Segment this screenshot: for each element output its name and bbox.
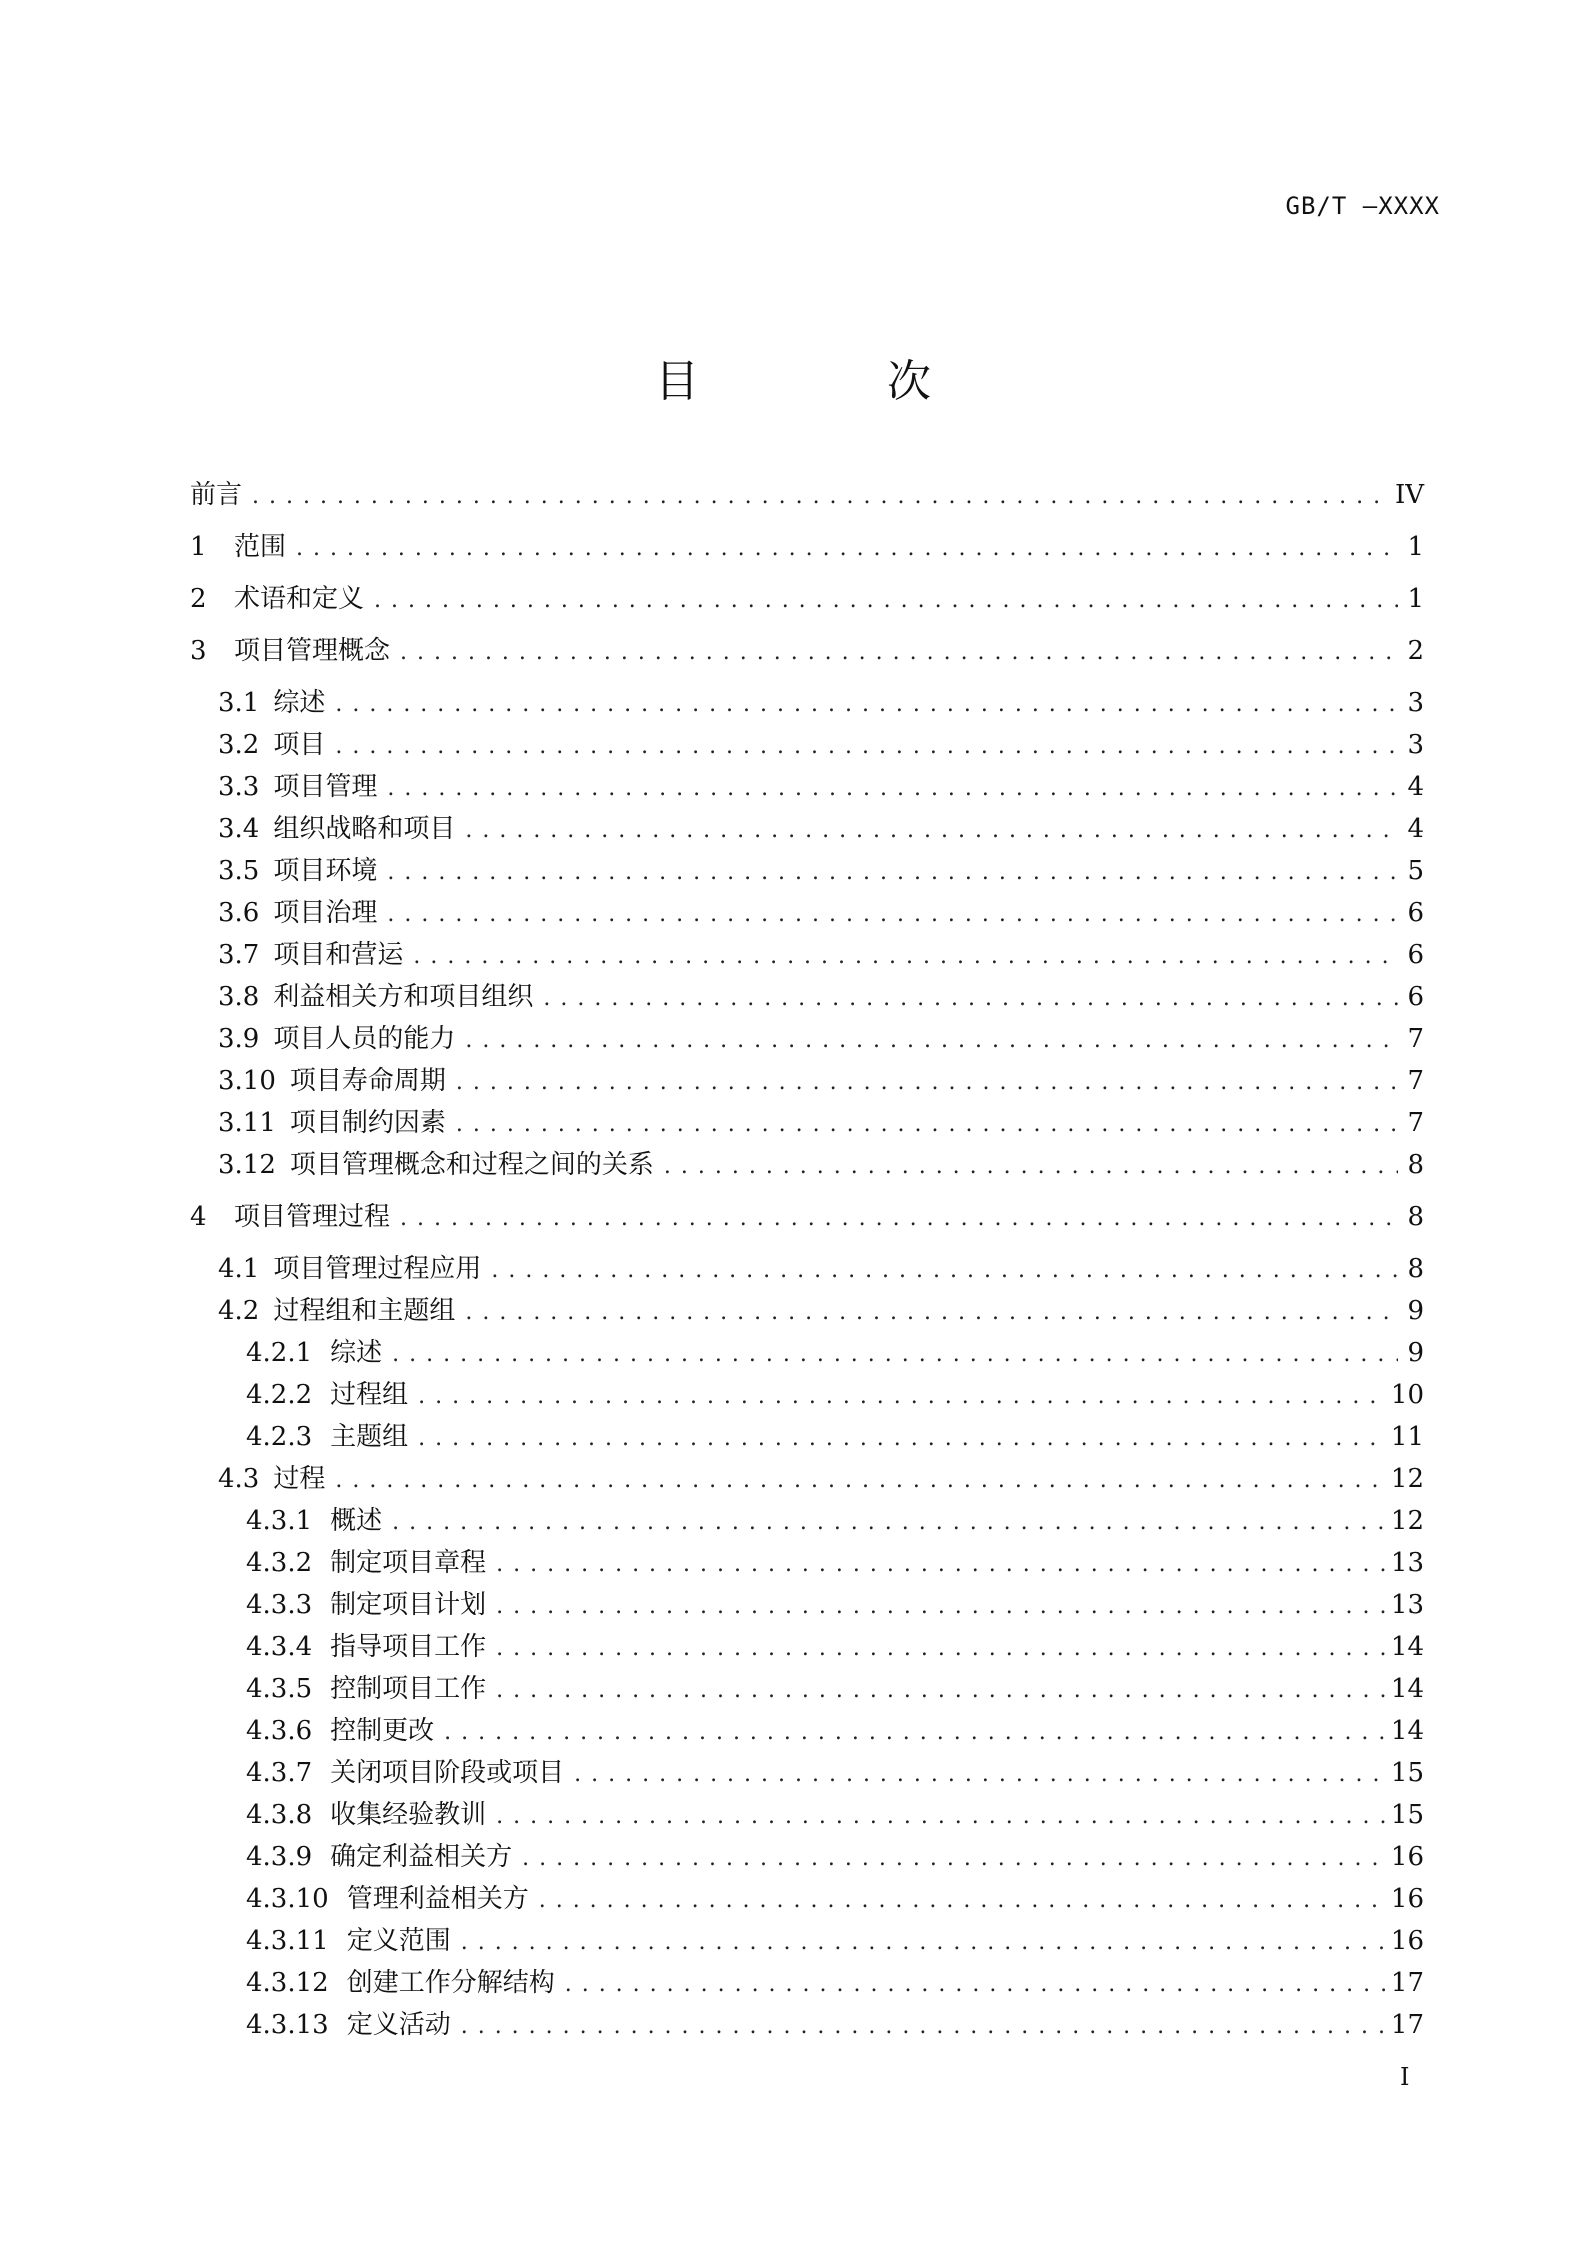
toc-entry-page: 14 xyxy=(1390,1716,1424,1746)
toc-entry-page: 6 xyxy=(1407,898,1424,928)
toc-entry-page: 4 xyxy=(1407,814,1424,844)
toc-entry-number: 4.1 xyxy=(218,1254,260,1284)
toc-entry-label: 组织战略和项目 xyxy=(273,814,456,844)
toc-entry-number: 4.2 xyxy=(218,1296,260,1326)
dot-leader xyxy=(465,818,1398,843)
toc-entry[interactable] xyxy=(190,578,1424,620)
toc-entry-number: 3.5 xyxy=(218,856,260,886)
dot-leader xyxy=(664,1154,1398,1179)
toc-entry-number: 4.2.1 xyxy=(246,1338,313,1368)
toc-entry-number: 4.3.11 xyxy=(246,1926,329,1956)
toc-entry-label: 控制项目工作 xyxy=(330,1674,487,1704)
toc-entry-label: 过程组 xyxy=(330,1380,409,1410)
toc-entry-number: 3.12 xyxy=(218,1150,276,1180)
toc-entry-page: 17 xyxy=(1390,1968,1424,1998)
dot-leader xyxy=(335,734,1398,759)
toc-entry-page: 12 xyxy=(1390,1506,1424,1536)
dot-leader xyxy=(335,692,1398,717)
toc-entry-label: 关闭项目阶段或项目 xyxy=(330,1758,565,1788)
dot-leader xyxy=(252,484,1389,509)
toc-entry-label: 术语和定义 xyxy=(234,584,365,614)
toc-entry-page: 5 xyxy=(1407,856,1424,886)
toc-entry-label: 综述 xyxy=(273,688,326,718)
toc-entry-page: 16 xyxy=(1390,1842,1424,1872)
table-of-contents xyxy=(190,474,1424,2046)
dot-leader xyxy=(400,640,1398,665)
toc-entry-page: 17 xyxy=(1390,2010,1424,2040)
toc-entry-page: 1 xyxy=(1407,584,1424,614)
toc-entry-number: 4.3.2 xyxy=(246,1548,313,1578)
toc-entry-page: 1 xyxy=(1407,532,1424,562)
toc-entry-page: 13 xyxy=(1390,1590,1424,1620)
dot-leader xyxy=(387,860,1398,885)
dot-leader xyxy=(465,1300,1398,1325)
toc-entry-number: 4.2.2 xyxy=(246,1380,313,1410)
toc-entry[interactable] xyxy=(190,1290,1424,1332)
toc-entry-number: 4.3.4 xyxy=(246,1632,313,1662)
dot-leader xyxy=(387,776,1398,801)
toc-entry-number: 4.3.1 xyxy=(246,1506,313,1536)
toc-entry[interactable] xyxy=(190,1920,1424,1962)
dot-leader xyxy=(543,986,1398,1011)
toc-entry-number: 4 xyxy=(190,1202,207,1232)
toc-entry-label: 利益相关方和项目组织 xyxy=(273,982,534,1012)
toc-entry-label: 项目寿命周期 xyxy=(289,1066,446,1096)
dot-leader xyxy=(461,1930,1385,1955)
dot-leader xyxy=(496,1636,1385,1661)
toc-entry-label: 项目管理过程 xyxy=(234,1202,391,1232)
toc-entry[interactable] xyxy=(190,1542,1424,1584)
toc-entry-label: 定义活动 xyxy=(346,2010,451,2040)
toc-entry-label: 项目和营运 xyxy=(273,940,404,970)
toc-entry[interactable] xyxy=(190,1458,1424,1500)
toc-entry[interactable] xyxy=(190,1144,1424,1186)
dot-leader xyxy=(496,1804,1385,1829)
toc-entry-label: 制定项目计划 xyxy=(330,1590,487,1620)
toc-entry[interactable] xyxy=(190,1060,1424,1102)
toc-entry[interactable] xyxy=(190,526,1424,568)
toc-entry-label: 指导项目工作 xyxy=(330,1632,487,1662)
toc-entry-label: 概述 xyxy=(330,1506,383,1536)
dot-leader xyxy=(392,1510,1385,1535)
toc-entry-page: 10 xyxy=(1390,1380,1424,1410)
toc-entry-label: 项目管理过程应用 xyxy=(273,1254,482,1284)
toc-entry[interactable] xyxy=(190,850,1424,892)
toc-entry-number: 4.3.9 xyxy=(246,1842,313,1872)
toc-entry-number: 4.3.6 xyxy=(246,1716,313,1746)
toc-entry-label: 项目人员的能力 xyxy=(273,1024,456,1054)
toc-entry[interactable] xyxy=(190,808,1424,850)
toc-entry[interactable] xyxy=(190,766,1424,808)
dot-leader xyxy=(496,1594,1385,1619)
toc-entry[interactable] xyxy=(190,1584,1424,1626)
toc-entry[interactable] xyxy=(190,1248,1424,1290)
toc-entry-number: 3.9 xyxy=(218,1024,260,1054)
dot-leader xyxy=(296,536,1398,561)
toc-entry-page: 15 xyxy=(1390,1800,1424,1830)
dot-leader xyxy=(387,902,1398,927)
dot-leader xyxy=(574,1762,1385,1787)
toc-entry-label: 范围 xyxy=(234,532,287,562)
toc-entry-number: 3.3 xyxy=(218,772,260,802)
toc-entry-label: 过程组和主题组 xyxy=(273,1296,456,1326)
toc-entry-number: 3.6 xyxy=(218,898,260,928)
toc-entry-label: 项目 xyxy=(273,730,326,760)
dot-leader xyxy=(465,1028,1398,1053)
toc-entry[interactable] xyxy=(190,1374,1424,1416)
toc-entry[interactable] xyxy=(190,1710,1424,1752)
standard-code: GB/T —XXXX xyxy=(1285,192,1440,220)
toc-entry-page: 6 xyxy=(1407,940,1424,970)
dot-leader xyxy=(413,944,1398,969)
toc-entry-page: 13 xyxy=(1390,1548,1424,1578)
toc-entry-page: 7 xyxy=(1407,1108,1424,1138)
toc-entry-number: 4.3.12 xyxy=(246,1968,329,1998)
toc-entry-number: 2 xyxy=(190,584,207,614)
toc-entry-number: 4.3.7 xyxy=(246,1758,313,1788)
toc-entry-label: 项目治理 xyxy=(273,898,378,928)
toc-entry-label: 前言 xyxy=(190,480,243,510)
toc-entry[interactable] xyxy=(190,630,1424,672)
toc-entry[interactable] xyxy=(190,1332,1424,1374)
toc-entry[interactable] xyxy=(190,1196,1424,1238)
toc-entry-label: 项目管理概念 xyxy=(234,636,391,666)
dot-leader xyxy=(539,1888,1385,1913)
dot-leader xyxy=(335,1468,1385,1493)
toc-entry-label: 控制更改 xyxy=(330,1716,435,1746)
toc-title: 目 次 xyxy=(655,356,1003,407)
toc-entry[interactable] xyxy=(190,1500,1424,1542)
toc-entry[interactable] xyxy=(190,1752,1424,1794)
toc-entry-page: 3 xyxy=(1407,688,1424,718)
toc-entry-page: 8 xyxy=(1407,1150,1424,1180)
toc-entry[interactable] xyxy=(190,1836,1424,1878)
dot-leader xyxy=(456,1070,1398,1095)
toc-entry-label: 项目制约因素 xyxy=(289,1108,446,1138)
dot-leader xyxy=(444,1720,1385,1745)
dot-leader xyxy=(456,1112,1398,1137)
toc-entry-page: 9 xyxy=(1407,1296,1424,1326)
toc-entry[interactable] xyxy=(190,1018,1424,1060)
toc-entry-page: 11 xyxy=(1390,1422,1424,1452)
toc-entry-number: 3.2 xyxy=(218,730,260,760)
toc-entry-label: 项目管理 xyxy=(273,772,378,802)
toc-entry-label: 管理利益相关方 xyxy=(346,1884,529,1914)
toc-entry-label: 创建工作分解结构 xyxy=(346,1968,555,1998)
toc-entry-page: 3 xyxy=(1407,730,1424,760)
toc-entry-page: 16 xyxy=(1390,1926,1424,1956)
toc-entry-label: 过程 xyxy=(273,1464,326,1494)
toc-entry-label: 收集经验教训 xyxy=(330,1800,487,1830)
dot-leader xyxy=(491,1258,1398,1283)
toc-entry-number: 3.10 xyxy=(218,1066,276,1096)
dot-leader xyxy=(496,1678,1385,1703)
toc-entry-number: 4.3.3 xyxy=(246,1590,313,1620)
dot-leader xyxy=(496,1552,1385,1577)
toc-entry-number: 4.3 xyxy=(218,1464,260,1494)
toc-entry[interactable] xyxy=(190,1416,1424,1458)
toc-entry[interactable] xyxy=(190,1962,1424,2004)
toc-entry-number: 3.4 xyxy=(218,814,260,844)
toc-entry-page: 14 xyxy=(1390,1632,1424,1662)
toc-entry-page: 12 xyxy=(1390,1464,1424,1494)
toc-entry-number: 3.11 xyxy=(218,1108,276,1138)
toc-entry-label: 定义范围 xyxy=(346,1926,451,1956)
toc-entry-number: 4.2.3 xyxy=(246,1422,313,1452)
toc-entry-number: 3.1 xyxy=(218,688,260,718)
dot-leader xyxy=(400,1206,1398,1231)
page-number: I xyxy=(1400,2063,1410,2091)
dot-leader xyxy=(565,1972,1385,1997)
toc-entry-page: 2 xyxy=(1407,636,1424,666)
toc-entry[interactable] xyxy=(190,892,1424,934)
toc-entry-number: 4.3.8 xyxy=(246,1800,313,1830)
toc-entry[interactable] xyxy=(190,976,1424,1018)
toc-entry-page: 7 xyxy=(1407,1066,1424,1096)
toc-entry-page: 15 xyxy=(1390,1758,1424,1788)
toc-entry-label: 综述 xyxy=(330,1338,383,1368)
toc-entry[interactable] xyxy=(190,1102,1424,1144)
toc-entry-label: 项目环境 xyxy=(273,856,378,886)
toc-entry-page: 8 xyxy=(1407,1202,1424,1232)
toc-entry[interactable] xyxy=(190,2004,1424,2046)
toc-entry-number: 3 xyxy=(190,636,207,666)
dot-leader xyxy=(392,1342,1398,1367)
toc-entry-label: 制定项目章程 xyxy=(330,1548,487,1578)
toc-entry[interactable] xyxy=(190,1794,1424,1836)
toc-entry[interactable] xyxy=(190,682,1424,724)
toc-entry-page: 7 xyxy=(1407,1024,1424,1054)
toc-entry-number: 1 xyxy=(190,532,207,562)
toc-entry-page: 14 xyxy=(1390,1674,1424,1704)
toc-entry[interactable] xyxy=(190,934,1424,976)
toc-entry-number: 4.3.10 xyxy=(246,1884,329,1914)
toc-entry[interactable] xyxy=(190,1626,1424,1668)
toc-entry[interactable] xyxy=(190,1668,1424,1710)
toc-entry-page: 6 xyxy=(1407,982,1424,1012)
toc-entry-label: 主题组 xyxy=(330,1422,409,1452)
toc-entry-page: 8 xyxy=(1407,1254,1424,1284)
toc-entry-page: IV xyxy=(1394,480,1424,510)
dot-leader xyxy=(374,588,1398,613)
toc-entry-number: 4.3.13 xyxy=(246,2010,329,2040)
dot-leader xyxy=(418,1426,1385,1451)
toc-entry-number: 3.8 xyxy=(218,982,260,1012)
toc-entry[interactable] xyxy=(190,724,1424,766)
toc-entry-page: 16 xyxy=(1390,1884,1424,1914)
dot-leader xyxy=(522,1846,1385,1871)
toc-entry-label: 确定利益相关方 xyxy=(330,1842,513,1872)
toc-entry-number: 4.3.5 xyxy=(246,1674,313,1704)
toc-entry-page: 4 xyxy=(1407,772,1424,802)
dot-leader xyxy=(461,2014,1385,2039)
dot-leader xyxy=(418,1384,1385,1409)
toc-entry-number: 3.7 xyxy=(218,940,260,970)
toc-entry[interactable] xyxy=(190,474,1424,516)
toc-entry-page: 9 xyxy=(1407,1338,1424,1368)
toc-entry[interactable] xyxy=(190,1878,1424,1920)
toc-entry-label: 项目管理概念和过程之间的关系 xyxy=(289,1150,654,1180)
